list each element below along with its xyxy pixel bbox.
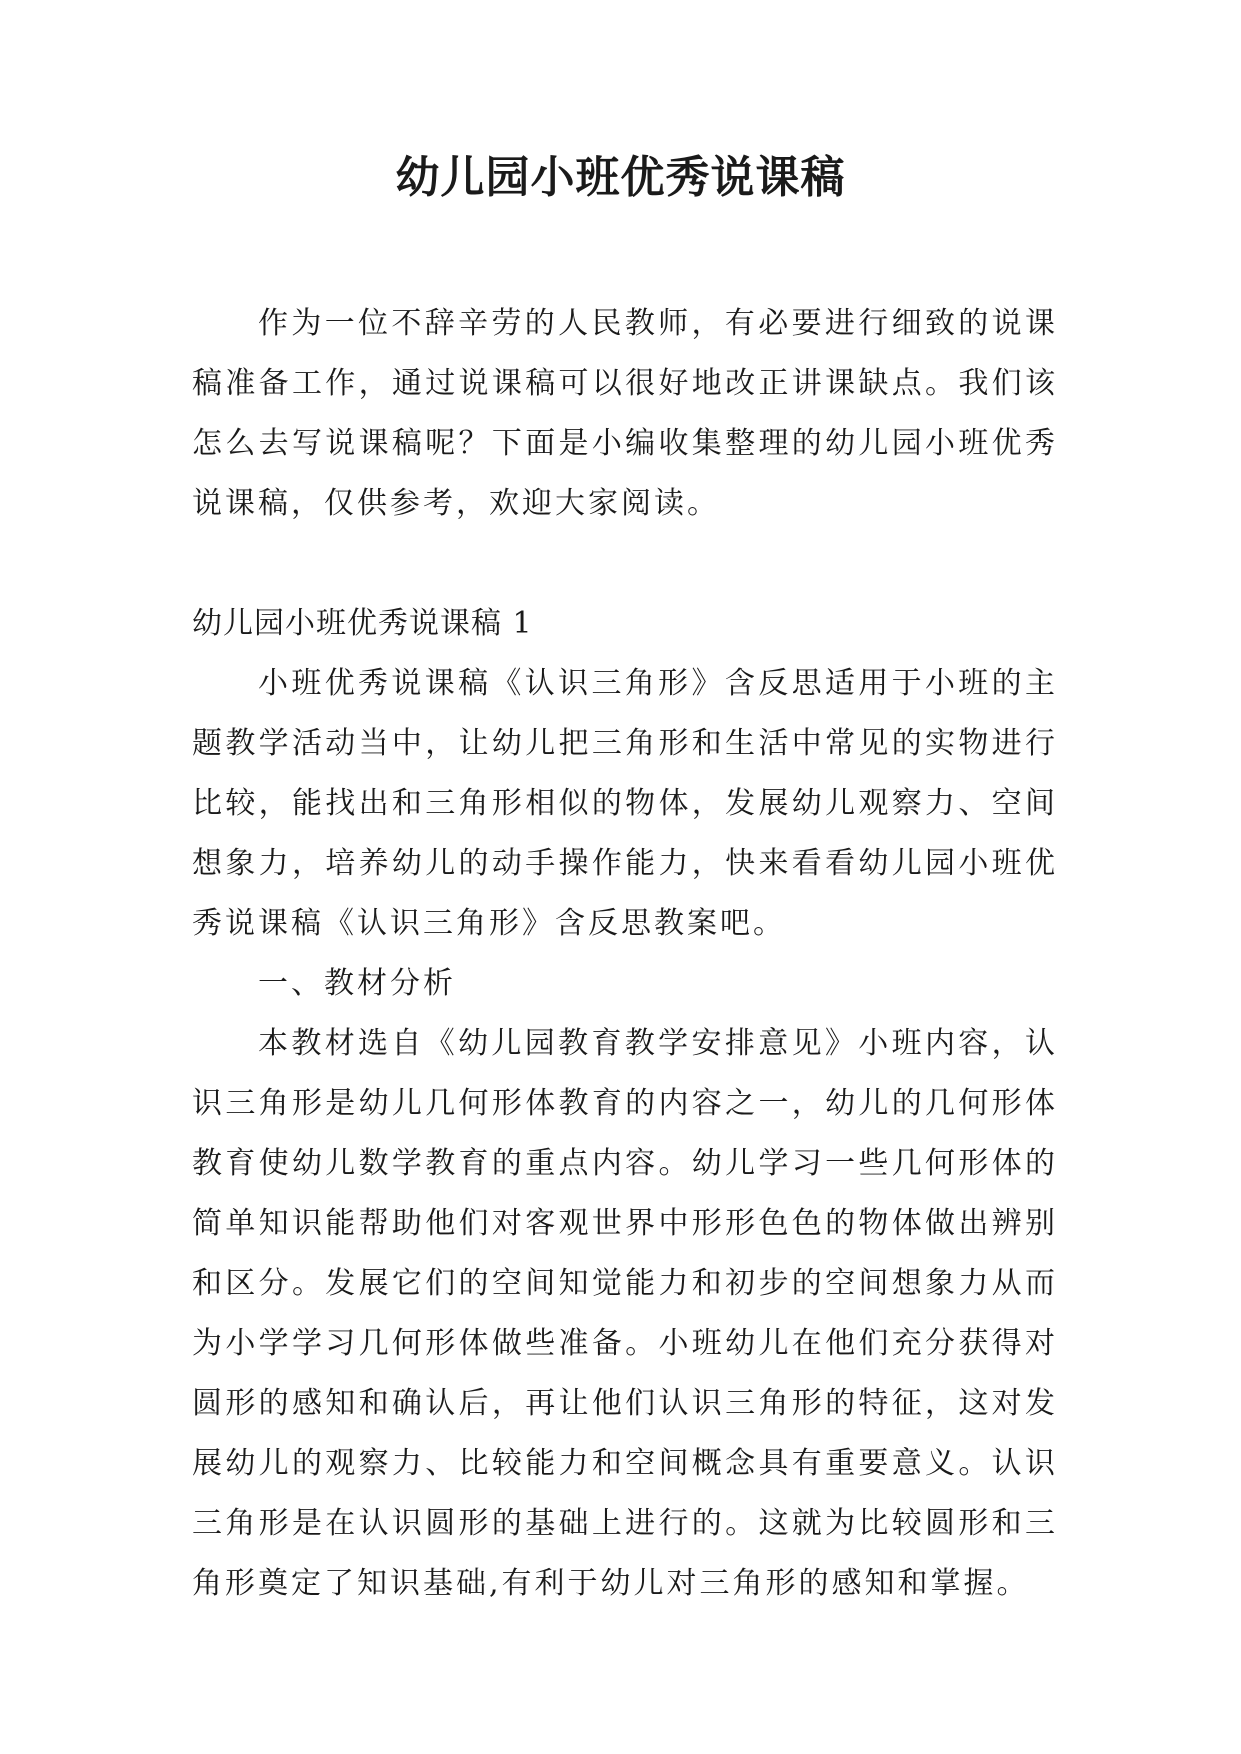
subheading-teaching-material-analysis: 一、教材分析	[258, 966, 456, 1001]
document-title: 幼儿园小班优秀说课稿	[395, 152, 846, 203]
intro-paragraph: 作为一位不辞辛劳的人民教师，有必要进行细致的说课稿准备工作，通过说课稿可以很好地改正讲课缺点。我们该怎么去写说课稿呢？下面是小编收集整理的幼儿园小班优秀说课稿，仅供参考，欢迎大家阅读。	[192, 306, 1058, 521]
section-intro-paragraph: 小班优秀说课稿《认识三角形》含反思适用于小班的主题教学活动当中，让幼儿把三角形和生活中常见的实物进行比较，能找出和三角形相似的物体，发展幼儿观察力、空间想象力，培养幼儿的动手操作能力，快来看看幼儿园小班优秀说课稿《认识三角形》含反思教案吧。	[192, 666, 1058, 941]
document-body	[192, 294, 1058, 1614]
teaching-material-paragraph: 本教材选自《幼儿园教育教学安排意见》小班内容，认识三角形是幼儿几何形体教育的内容之一，幼儿的几何形体教育使幼儿数学教育的重点内容。幼儿学习一些几何形体的简单知识能帮助他们对客观世界中形形色色的物体做出辨别和区分。发展它们的空间知觉能力和初步的空间想象力从而为小学学习几何形体做些准备。小班幼儿在他们充分获得对圆形的感知和确认后，再让他们认识三角形的特征，这对发展幼儿的观察力、比较能力和空间概念具有重要意义。认识三角形是在认识圆形的基础上进行的。这就为比较圆形和三角形奠定了知识基础,有利于幼儿对三角形的感知和掌握。	[192, 1026, 1058, 1601]
section-heading: 幼儿园小班优秀说课稿 1	[192, 606, 533, 641]
